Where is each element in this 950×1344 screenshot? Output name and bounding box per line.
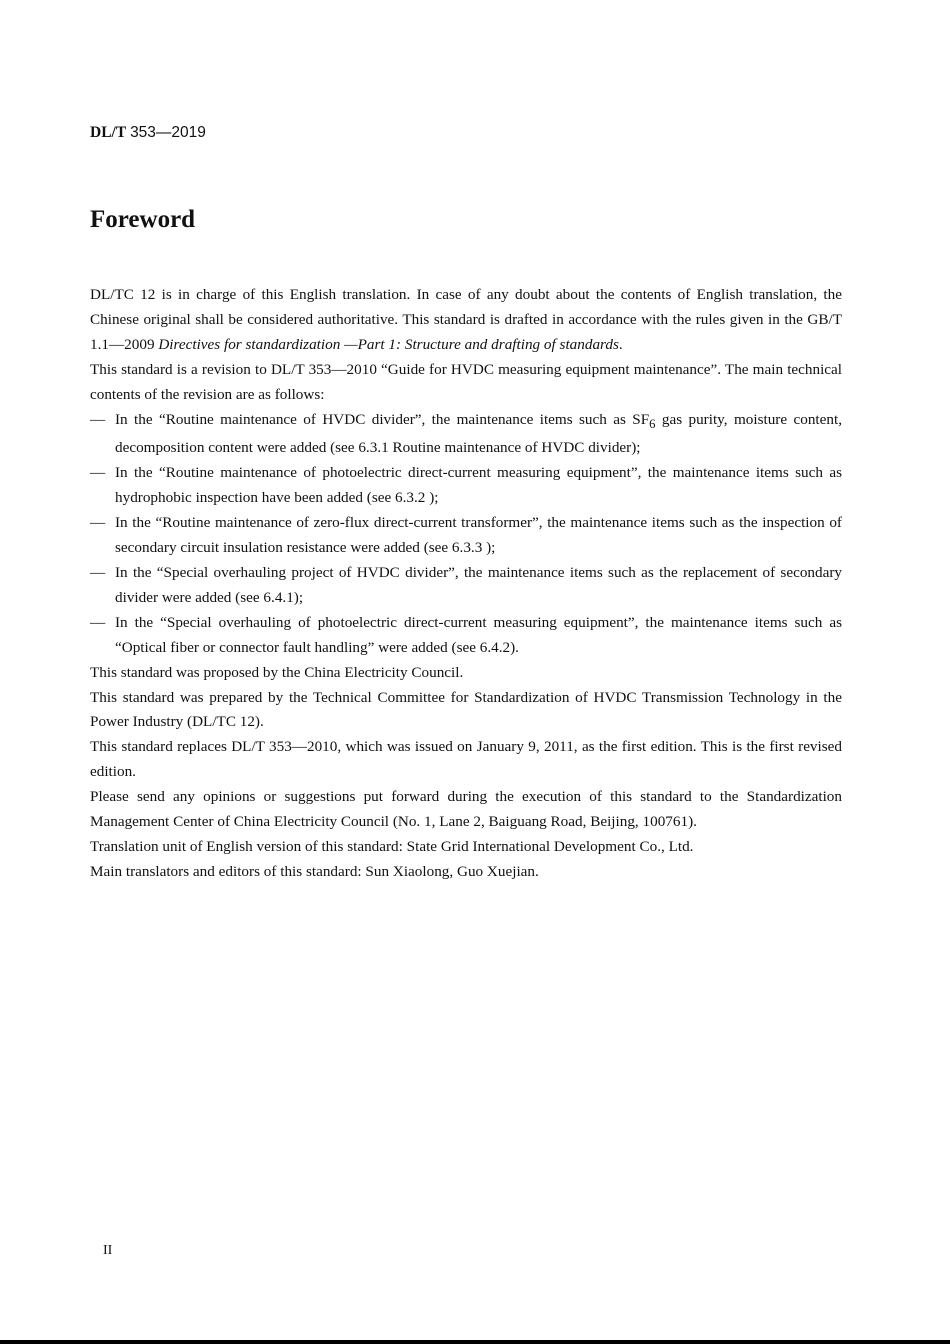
foreword-body bbox=[90, 283, 842, 885]
page-title: Foreword bbox=[90, 206, 196, 233]
standard-code: DL/T bbox=[90, 124, 127, 141]
dash-marker: — bbox=[90, 514, 106, 532]
paragraph-proposed-by: This standard was proposed by the China Electricity Council. bbox=[90, 663, 464, 681]
standard-number: 353—2019 bbox=[130, 124, 206, 141]
list-item: — In the “Routine maintenance of HVDC divider”, the maintenance items such as $SF_6$ gas purity, moisture content, decomposition content were added (see 6.3.1 Routine maintenance of HVDC divider); bbox=[90, 408, 842, 462]
paragraph-replaces: This standard replaces DL/T 353—2010, which was issued on January 9, 2011, as the first edition. This is the first revised edition. bbox=[90, 738, 842, 781]
page-number: II bbox=[103, 1243, 113, 1258]
paragraph-feedback: Please send any opinions or suggestions put forward during the execution of this standard to the Standardization Management Center of China Electricity Council (No. 1, Lane 2, Baiguang Road, Beijing, 100761). bbox=[90, 788, 842, 831]
dash-marker: — bbox=[90, 564, 106, 581]
dash-marker: — bbox=[90, 410, 106, 428]
list-item: — In the “Routine maintenance of photoelectric direct-current measuring equipment”, the maintenance items such as hydrophobic inspection have been added (see 6.3.2 ); bbox=[90, 461, 842, 511]
list-item: — In the “Special overhauling of photoelectric direct-current measuring equipment”, the maintenance items such as “Optical fiber or connector fault handling” were added (see 6.4.2). bbox=[90, 611, 842, 661]
paragraph-translation-note: DL/TC 12 is in charge of this English translation. In case of any doubt about the contents of English translation, the Chinese original shall be considered authoritative. This standard is drafted in accordance with the rules given in the GB/T 1.1—2009 Directives for standardization —Part 1: Structure and drafting of standards. bbox=[90, 286, 842, 353]
list-item: — In the “Special overhauling project of HVDC divider”, the maintenance items such as the replacement of secondary divider were added (see 6.4.1); bbox=[90, 561, 842, 611]
directive-title: Directives for standardization —Part 1: Structure and drafting of standards bbox=[158, 335, 619, 353]
subscript-6: 6 bbox=[649, 416, 656, 431]
paragraph-prepared-by: This standard was prepared by the Technical Committee for Standardization of HVDC Transmission Technology in the Power Industry (DL/TC 12). bbox=[90, 688, 842, 731]
paragraph-translators: Main translators and editors of this standard: Sun Xiaolong, Guo Xuejian. bbox=[90, 862, 539, 880]
paragraph-translation-unit: Translation unit of English version of this standard: State Grid International Development Co., Ltd. bbox=[90, 837, 694, 855]
dash-marker: — bbox=[90, 613, 106, 631]
list-item: — In the “Routine maintenance of zero-flux direct-current transformer”, the maintenance items such as the inspection of secondary circuit insulation resistance were added (see 6.3.3 ); bbox=[90, 511, 842, 561]
bottom-border bbox=[0, 1340, 950, 1344]
paragraph-revision: This standard is a revision to DL/T 353—2010 “Guide for HVDC measuring equipment maintenance”. The main technical contents of the revision are as follows: bbox=[90, 360, 842, 403]
dash-marker: — bbox=[90, 464, 106, 482]
standard-identifier bbox=[90, 123, 206, 143]
